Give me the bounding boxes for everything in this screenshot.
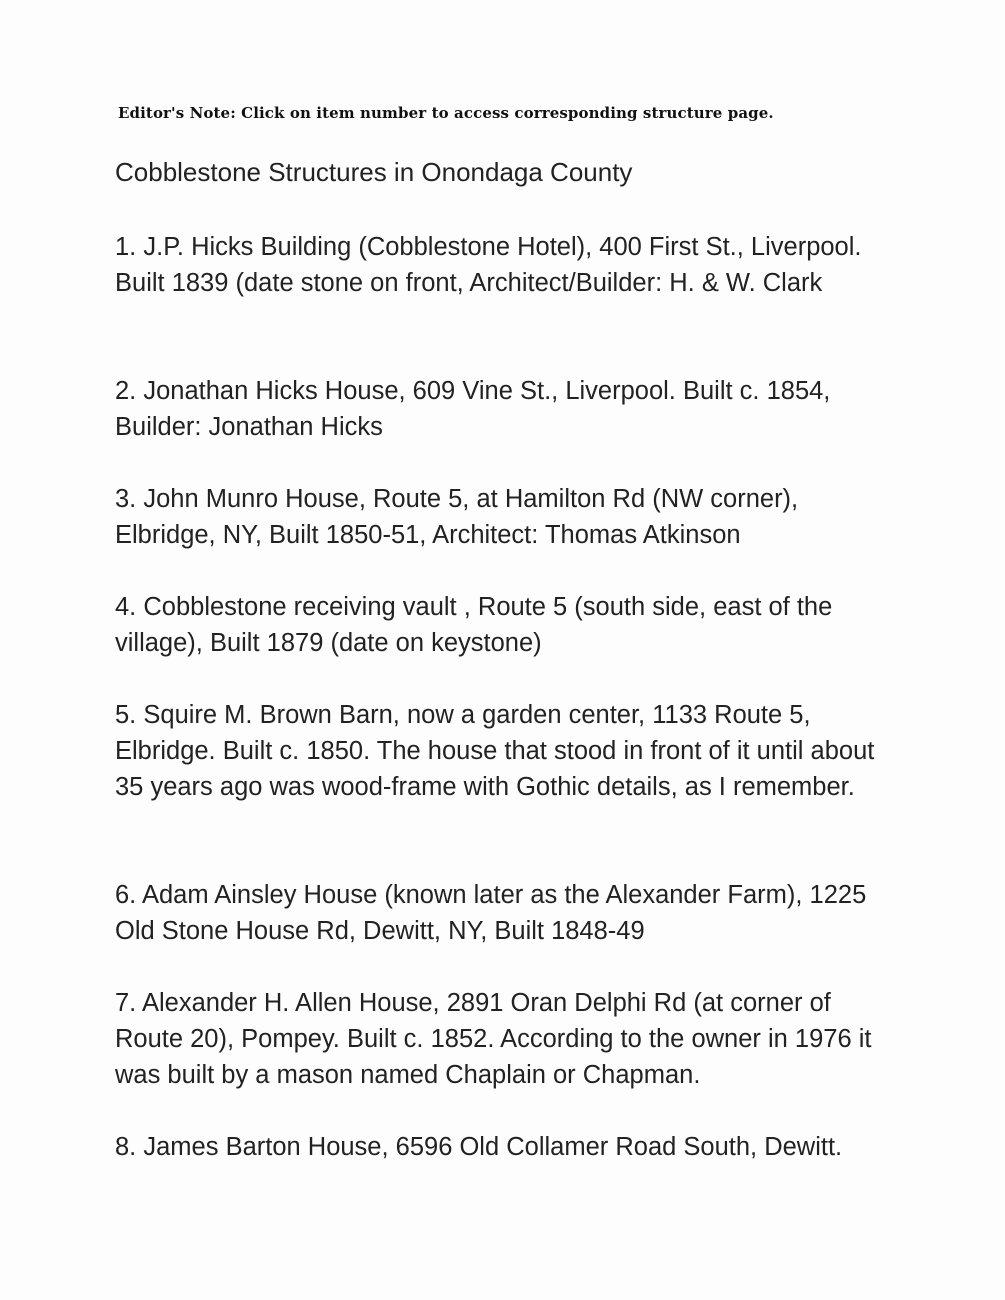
item-number-link-2[interactable]: 2.: [115, 377, 137, 405]
item-text-1: J.P. Hicks Building (Cobblestone Hotel), 400 First St., Liverpool. Built 1839 (date stone on front, Architect/Builder: H. & W. Clark: [115, 233, 862, 297]
list-item-2: [115, 373, 890, 445]
item-number-link-6[interactable]: 6.: [115, 881, 137, 909]
document-title: Cobblestone Structures in Onondaga County: [115, 157, 633, 187]
item-text-5: Squire M. Brown Barn, now a garden center, 1133 Route 5, Elbridge. Built c. 1850. The house that stood in front of it until about 35 years ago was wood-frame with Gothic details, as I remember.: [115, 701, 875, 801]
item-number-link-8[interactable]: 8.: [115, 1133, 137, 1161]
list-item-1: [115, 229, 890, 301]
item-text-3: John Munro House, Route 5, at Hamilton Rd (NW corner), Elbridge, NY, Built 1850-51, Architect: Thomas Atkinson: [115, 485, 799, 549]
list-item-6: [115, 877, 890, 949]
item-text-2: Jonathan Hicks House, 609 Vine St., Liverpool. Built c. 1854, Builder: Jonathan Hicks: [115, 377, 831, 441]
item-number-link-1[interactable]: 1.: [115, 233, 137, 261]
item-text-8: James Barton House, 6596 Old Collamer Road South, Dewitt.: [143, 1133, 843, 1161]
item-number-link-7[interactable]: 7.: [115, 989, 137, 1017]
item-number-link-4[interactable]: 4.: [115, 593, 137, 621]
list-item-8: [115, 1129, 890, 1165]
item-number-link-3[interactable]: 3.: [115, 485, 137, 513]
item-text-6: Adam Ainsley House (known later as the Alexander Farm), 1225 Old Stone House Rd, Dewitt, NY, Built 1848-49: [115, 881, 867, 945]
list-item-7: [115, 985, 890, 1093]
item-number-link-5[interactable]: 5.: [115, 701, 137, 729]
list-item-4: [115, 589, 890, 661]
list-item-3: [115, 481, 890, 553]
editor-note: Editor's Note: Click on item number to access corresponding structure page.: [118, 104, 774, 122]
item-text-4: Cobblestone receiving vault , Route 5 (south side, east of the village), Built 1879 (date on keystone): [115, 593, 833, 657]
item-text-7: Alexander H. Allen House, 2891 Oran Delphi Rd (at corner of Route 20), Pompey. Built c. 1852. According to the owner in 1976 it was built by a mason named Chaplain or Chapman.: [115, 989, 872, 1089]
list-item-5: [115, 697, 890, 805]
